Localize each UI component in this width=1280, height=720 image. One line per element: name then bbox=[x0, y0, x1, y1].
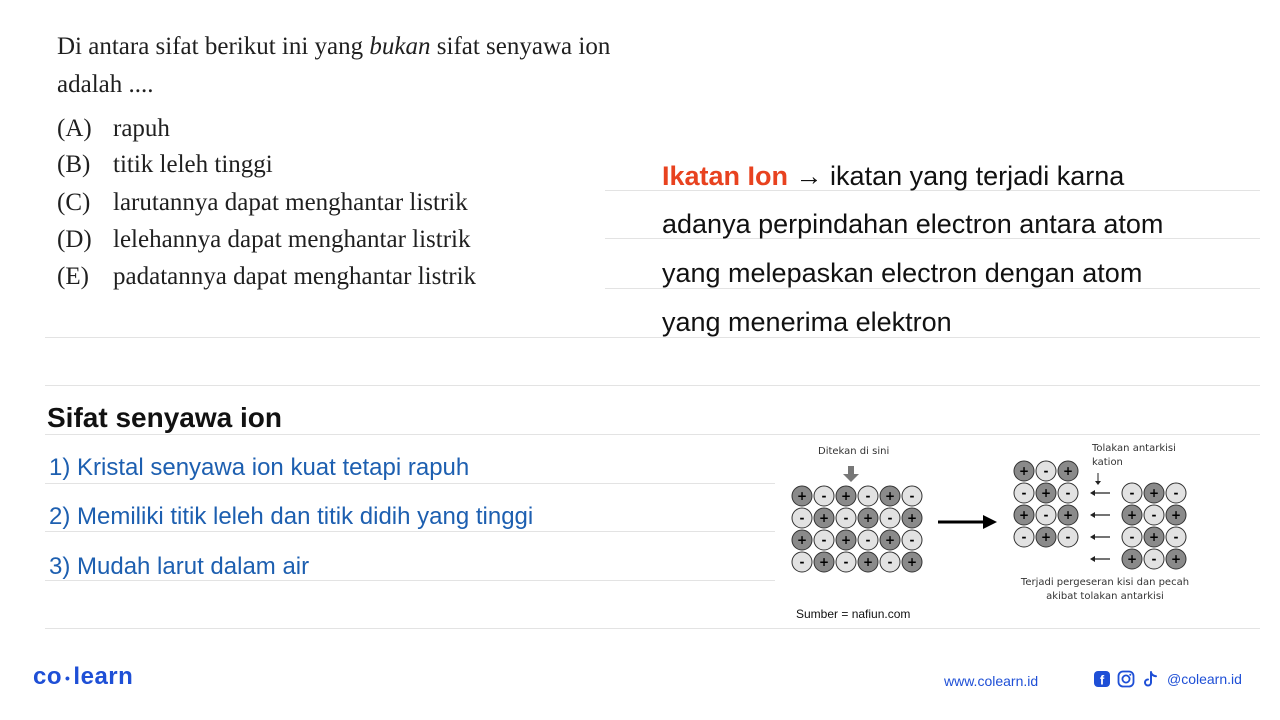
repulsion-arrow-icon bbox=[1090, 512, 1095, 518]
option-label: (D) bbox=[57, 226, 92, 253]
ion-charge-label: - bbox=[1065, 530, 1071, 544]
ion-charge-label: - bbox=[865, 533, 871, 547]
option-e bbox=[57, 262, 476, 292]
option-text: larutannya dapat menghantar listrik bbox=[113, 189, 468, 216]
option-d bbox=[57, 225, 471, 255]
ion-charge-label: - bbox=[887, 511, 893, 525]
press-label: Ditekan di sini bbox=[818, 446, 890, 457]
ion-charge-label: - bbox=[909, 489, 915, 503]
ion-charge-label: + bbox=[796, 489, 808, 503]
ion-charge-label: + bbox=[1062, 508, 1074, 522]
ion-charge-label: - bbox=[1173, 486, 1179, 500]
ion-charge-label: + bbox=[1018, 508, 1030, 522]
question-text-part: Di antara sifat berikut ini yang bbox=[57, 33, 370, 60]
repulsion-arrow-icon bbox=[1090, 534, 1095, 540]
definition-text: ikatan yang terjadi karna bbox=[822, 161, 1125, 191]
property-item-1: 1) Kristal senyawa ion kuat tetapi rapuh bbox=[49, 454, 470, 481]
definition-line-1 bbox=[662, 160, 1124, 192]
ion-charge-label: - bbox=[1065, 486, 1071, 500]
repulsion-arrow-icon bbox=[1090, 556, 1095, 562]
ion-charge-label: + bbox=[906, 555, 918, 569]
ion-charge-label: - bbox=[1043, 508, 1049, 522]
ion-charge-label: - bbox=[1043, 464, 1049, 478]
rule-line bbox=[45, 385, 1260, 386]
image-source: Sumber = nafiun.com bbox=[796, 607, 911, 621]
option-b bbox=[57, 150, 273, 180]
arrow-icon: → bbox=[795, 161, 823, 191]
ion-charge-label: + bbox=[818, 511, 830, 525]
properties-heading: Sifat senyawa ion bbox=[47, 402, 282, 433]
diagram-caption: Terjadi pergeseran kisi dan pecah bbox=[1020, 577, 1190, 588]
tiktok-icon[interactable] bbox=[1141, 670, 1159, 688]
option-label: (B) bbox=[57, 151, 91, 178]
press-arrow-icon bbox=[843, 474, 859, 482]
definition-term: Ikatan Ion bbox=[662, 161, 789, 191]
logo-text: co bbox=[33, 663, 63, 690]
ion-charge-label: - bbox=[1021, 530, 1027, 544]
rule-line bbox=[45, 337, 1260, 338]
ion-charge-label: - bbox=[1151, 508, 1157, 522]
facebook-icon[interactable] bbox=[1093, 670, 1111, 688]
down-arrow-icon bbox=[1095, 481, 1101, 485]
ion-charge-label: - bbox=[843, 511, 849, 525]
ion-charge-label: + bbox=[906, 511, 918, 525]
ion-charge-label: + bbox=[1148, 530, 1160, 544]
property-item-2: 2) Memiliki titik leleh dan titik didih yang tinggi bbox=[49, 503, 534, 530]
rule-line bbox=[45, 628, 1260, 629]
press-arrow-icon bbox=[848, 466, 854, 474]
ion-charge-label: + bbox=[1148, 486, 1160, 500]
option-label: (A) bbox=[57, 115, 92, 142]
colearn-logo bbox=[33, 663, 133, 691]
rule-line bbox=[45, 434, 1260, 435]
social-handle: @colearn.id bbox=[1167, 671, 1242, 687]
svg-text:f: f bbox=[1099, 672, 1105, 688]
option-text: padatannya dapat menghantar listrik bbox=[113, 263, 477, 290]
ion-charge-label: + bbox=[796, 533, 808, 547]
ion-charge-label: + bbox=[884, 533, 896, 547]
property-item-3: 3) Mudah larut dalam air bbox=[49, 553, 310, 580]
repulsion-label: Tolakan antarkisi bbox=[1092, 443, 1176, 454]
repulsion-label: kation bbox=[1092, 457, 1123, 468]
logo-dot: • bbox=[65, 669, 71, 686]
ion-charge-label: - bbox=[799, 555, 805, 569]
logo-text: learn bbox=[73, 663, 134, 690]
transform-arrow-icon bbox=[983, 515, 997, 529]
ion-charge-label: + bbox=[840, 533, 852, 547]
ion-charge-label: + bbox=[862, 555, 874, 569]
website-link[interactable]: www.colearn.id bbox=[944, 673, 1039, 689]
option-label: (E) bbox=[57, 263, 89, 290]
ion-charge-label: + bbox=[884, 489, 896, 503]
ion-charge-label: + bbox=[840, 489, 852, 503]
ion-charge-label: - bbox=[1129, 486, 1135, 500]
ion-charge-label: - bbox=[1173, 530, 1179, 544]
ion-charge-label: + bbox=[1126, 508, 1138, 522]
question-emphasis: bukan bbox=[369, 33, 431, 60]
ion-charge-label: + bbox=[1040, 486, 1052, 500]
ion-charge-label: - bbox=[909, 533, 915, 547]
rule-line bbox=[45, 531, 775, 532]
repulsion-arrow-icon bbox=[1090, 490, 1095, 496]
ion-charge-label: + bbox=[1126, 552, 1138, 566]
lattice-drawing bbox=[780, 440, 1200, 625]
ion-charge-label: + bbox=[1040, 530, 1052, 544]
definition-line-2: adanya perpindahan electron antara atom bbox=[662, 209, 1164, 239]
ion-charge-label: + bbox=[1170, 508, 1182, 522]
option-label: (C) bbox=[57, 189, 91, 216]
social-links bbox=[1093, 670, 1242, 688]
ion-charge-label: - bbox=[1151, 552, 1157, 566]
diagram-caption: akibat tolakan antarkisi bbox=[1046, 591, 1164, 602]
ion-charge-label: + bbox=[862, 511, 874, 525]
option-c bbox=[57, 188, 468, 218]
rule-line bbox=[45, 483, 775, 484]
option-text: rapuh bbox=[113, 115, 170, 142]
ion-charge-label: - bbox=[1021, 486, 1027, 500]
instagram-icon[interactable] bbox=[1117, 670, 1135, 688]
ion-charge-label: - bbox=[821, 533, 827, 547]
question-text-part: sifat senyawa ion adalah .... bbox=[57, 33, 611, 98]
ion-charge-label: - bbox=[799, 511, 805, 525]
ion-charge-label: - bbox=[821, 489, 827, 503]
ion-charge-label: + bbox=[1170, 552, 1182, 566]
ion-charge-label: - bbox=[887, 555, 893, 569]
ionic-crystal-diagram bbox=[780, 440, 1200, 625]
ion-charge-label: - bbox=[1129, 530, 1135, 544]
ion-charge-label: - bbox=[843, 555, 849, 569]
ion-charge-label: - bbox=[865, 489, 871, 503]
ion-charge-label: + bbox=[818, 555, 830, 569]
ion-charge-label: + bbox=[1062, 464, 1074, 478]
option-text: lelehannya dapat menghantar listrik bbox=[113, 226, 471, 253]
definition-line-3: yang melepaskan electron dengan atom bbox=[662, 258, 1143, 288]
definition-line-4: yang menerima elektron bbox=[662, 307, 952, 337]
option-a bbox=[57, 114, 170, 144]
ion-charge-label: + bbox=[1018, 464, 1030, 478]
question-text bbox=[57, 28, 617, 104]
option-text: titik leleh tinggi bbox=[113, 151, 273, 178]
